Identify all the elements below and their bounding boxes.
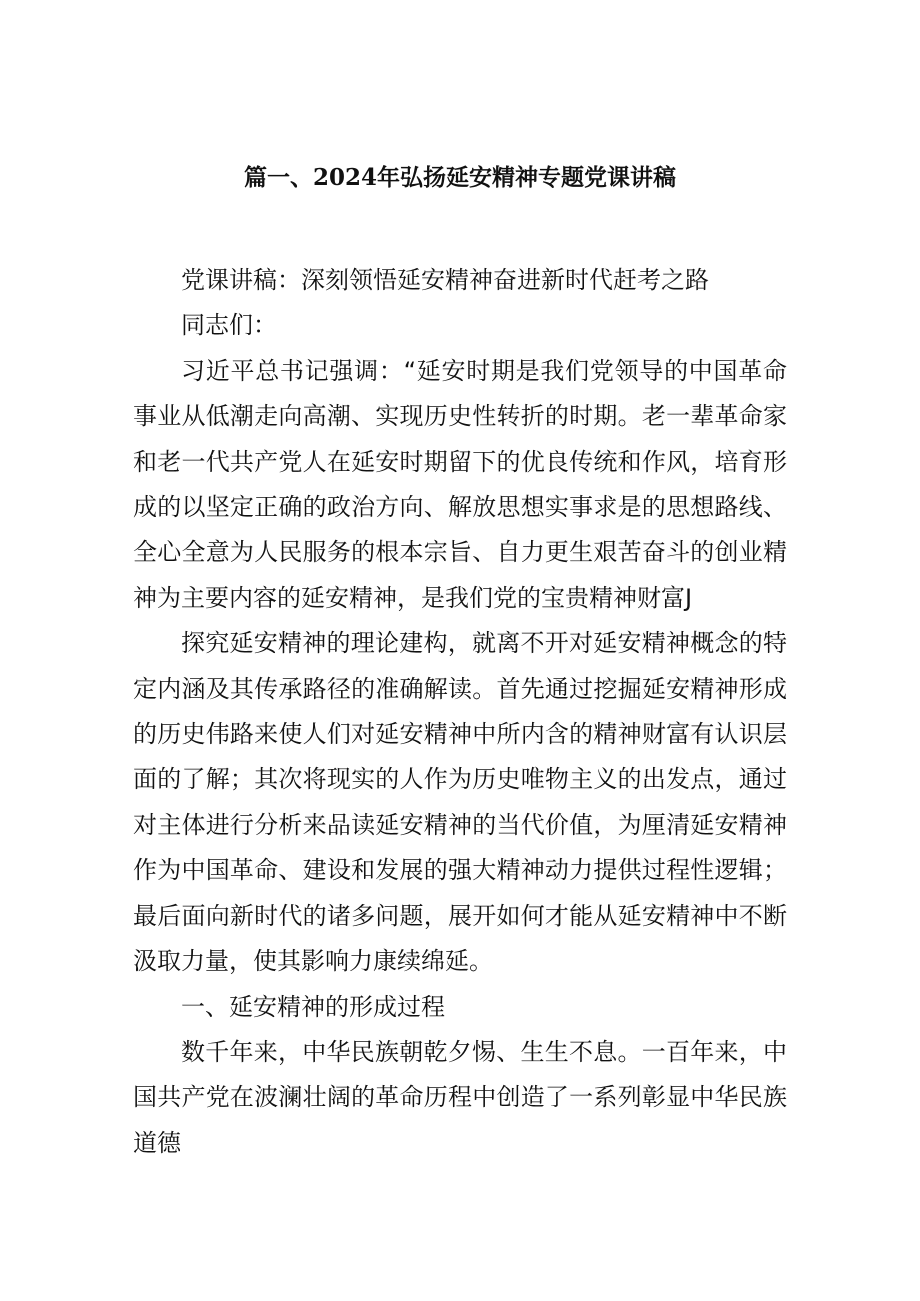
salutation: 同志们： (181, 311, 277, 340)
document-body (133, 258, 787, 1166)
section-heading: 一、延安精神的形成过程 (181, 992, 445, 1021)
body-paragraph: 探究延安精神的理论建构，就离不开对延安精神概念的特定内涵及其传承路径的准确解读。首先通过挖掘延安精神形成的历史伟路来使人们对延安精神中所内含的精神财富有认识层面的了解；其次将现实的人作为历史唯物主义的出发点，通过对主体进行分析来品读延安精神的当代价值，为厘清延安精神作为中国革命、建设和发展的强大精神动力提供过程性逻辑；最后面向新时代的诸多问题，展开如何才能从延安精神中不断汲取力量，使其影响力康续绵延。 (133, 629, 787, 976)
document-title: 篇一、2024年弘扬延安精神专题党课讲稿 (243, 164, 676, 191)
body-paragraph: 习近平总书记强调：“延安时期是我们党领导的中国革命事业从低潮走向高潮、实现历史性转折的时期。老一辈革命家和老一代共产党人在延安时期留下的优良传统和作风，培育形成的以坚定正确的政治方向、解放思想实事求是的思想路线、全心全意为人民服务的根本宗旨、自力更生艰苦奋斗的创业精神为主要内容的延安精神，是我们党的宝贵精神财富J (133, 356, 787, 612)
body-paragraph: 数千年来，中华民族朝乾夕惕、生生不息。一百年来，中国共产党在波澜壮阔的革命历程中创造了一系列彰显中华民族道德 (133, 1037, 787, 1157)
lecture-subtitle: 党课讲稿：深刻领悟延安精神奋进新时代赶考之路 (181, 266, 709, 294)
